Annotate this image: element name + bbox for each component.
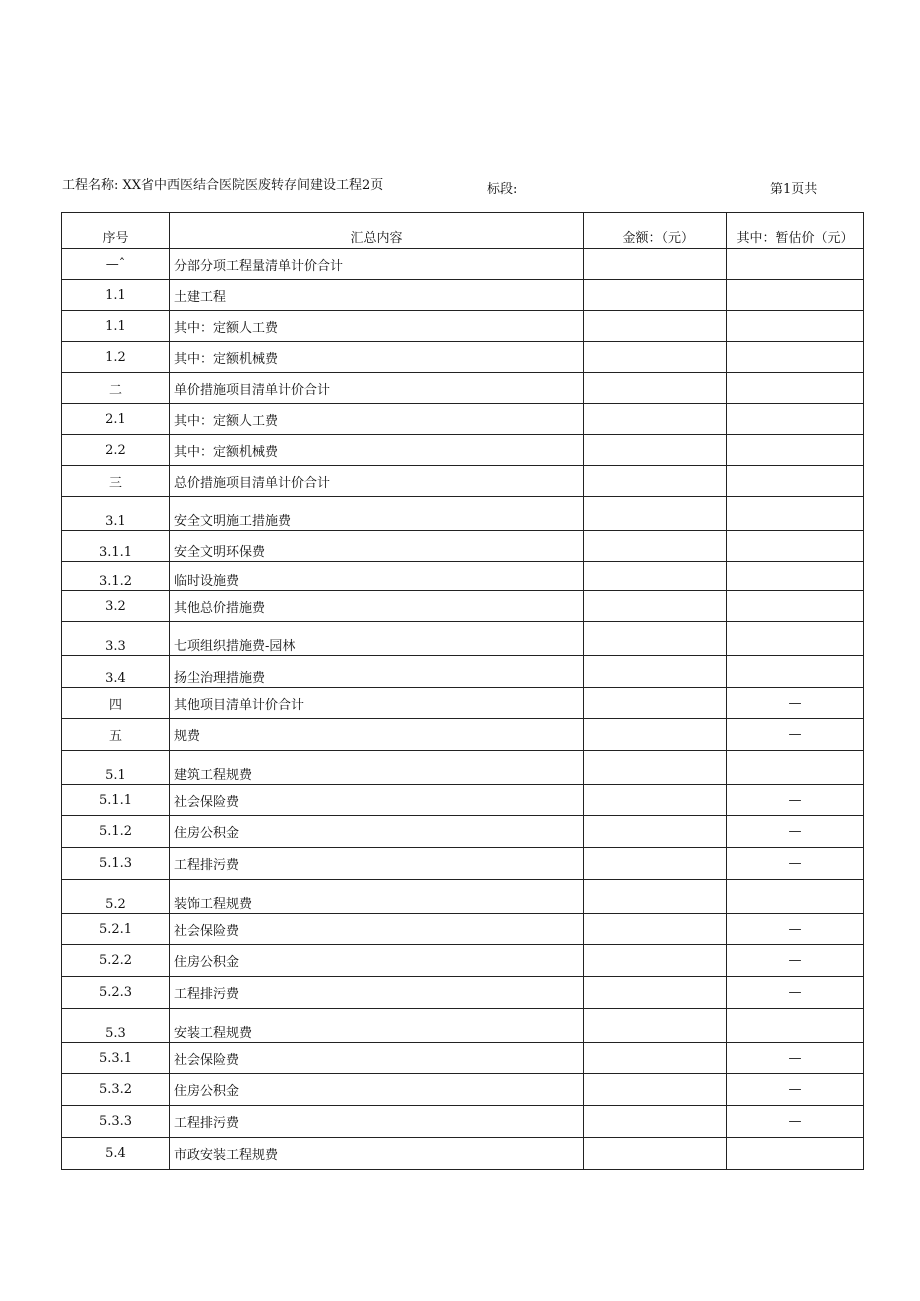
page-info: 第1页共 — [770, 182, 818, 197]
cell-content: 安装工程规费 — [170, 1009, 584, 1043]
table-row — [62, 751, 864, 785]
cell-seq: 2.2 — [62, 435, 170, 466]
table-row — [62, 1138, 864, 1170]
cell-seq: 5.3 — [62, 1009, 170, 1043]
cell-seq: 3.2 — [62, 591, 170, 622]
cell-content: 其他项目清单计价合计 — [170, 688, 584, 719]
cell-content: 其中：定额人工费 — [170, 404, 584, 435]
table-row — [62, 1106, 864, 1138]
cell-provisional: — — [727, 1074, 864, 1106]
cell-amount — [584, 373, 727, 404]
table-row — [62, 311, 864, 342]
cell-seq: 5.1 — [62, 751, 170, 785]
cell-seq: 3.1.1 — [62, 531, 170, 562]
cell-provisional: — — [727, 945, 864, 977]
cell-content: 建筑工程规费 — [170, 751, 584, 785]
table-row — [62, 816, 864, 848]
table-row — [62, 945, 864, 977]
cell-content: 规费 — [170, 719, 584, 751]
cell-content: 其他总价措施费 — [170, 591, 584, 622]
cell-provisional — [727, 280, 864, 311]
cell-amount — [584, 249, 727, 280]
cell-amount — [584, 785, 727, 816]
column-header-provisional: 其中：暂估价（元） — [727, 213, 864, 249]
cell-seq: 1.2 — [62, 342, 170, 373]
table-row — [62, 280, 864, 311]
document-header — [62, 178, 862, 212]
table-row — [62, 1074, 864, 1106]
table-header-row — [62, 213, 864, 249]
cell-seq: 3.4 — [62, 656, 170, 688]
table-row — [62, 591, 864, 622]
cell-seq: 5.3.2 — [62, 1074, 170, 1106]
table-row — [62, 688, 864, 719]
cell-seq: 5.4 — [62, 1138, 170, 1170]
cell-provisional: — — [727, 1043, 864, 1074]
cell-provisional: — — [727, 1106, 864, 1138]
cell-amount — [584, 1074, 727, 1106]
cell-content: 社会保险费 — [170, 1043, 584, 1074]
table-row — [62, 373, 864, 404]
table-row — [62, 977, 864, 1009]
cell-amount — [584, 342, 727, 373]
column-header-amount: 金额：（元） — [584, 213, 727, 249]
cell-provisional — [727, 404, 864, 435]
cell-seq: 1.1 — [62, 280, 170, 311]
cell-amount — [584, 280, 727, 311]
cell-content: 其中：定额机械费 — [170, 342, 584, 373]
table-row — [62, 466, 864, 497]
cell-provisional — [727, 311, 864, 342]
cell-provisional: — — [727, 914, 864, 945]
cell-amount — [584, 466, 727, 497]
cell-amount — [584, 404, 727, 435]
cell-content: 土建工程 — [170, 280, 584, 311]
cell-amount — [584, 688, 727, 719]
table-row — [62, 785, 864, 816]
cell-amount — [584, 1009, 727, 1043]
cell-amount — [584, 622, 727, 656]
table-row — [62, 914, 864, 945]
cell-seq: 四 — [62, 688, 170, 719]
cell-content: 工程排污费 — [170, 848, 584, 880]
cell-seq: 5.2.2 — [62, 945, 170, 977]
column-header-content: 汇总内容 — [170, 213, 584, 249]
cell-provisional: — — [727, 785, 864, 816]
cell-seq: 5.3.3 — [62, 1106, 170, 1138]
cell-amount — [584, 880, 727, 914]
cell-provisional — [727, 249, 864, 280]
cell-provisional — [727, 880, 864, 914]
table-row — [62, 249, 864, 280]
table-row — [62, 342, 864, 373]
summary-table — [61, 212, 864, 1170]
cell-amount — [584, 1138, 727, 1170]
cell-provisional — [727, 466, 864, 497]
cell-amount — [584, 531, 727, 562]
cell-content: 分部分项工程量清单计价合计 — [170, 249, 584, 280]
cell-amount — [584, 497, 727, 531]
cell-amount — [584, 656, 727, 688]
cell-provisional: — — [727, 719, 864, 751]
cell-amount — [584, 1043, 727, 1074]
cell-amount — [584, 562, 727, 591]
cell-content: 其中：定额机械费 — [170, 435, 584, 466]
cell-seq: 5.2.1 — [62, 914, 170, 945]
cell-provisional: — — [727, 688, 864, 719]
cell-content: 扬尘治理措施费 — [170, 656, 584, 688]
table-row — [62, 622, 864, 656]
cell-content: 总价措施项目清单计价合计 — [170, 466, 584, 497]
cell-provisional — [727, 591, 864, 622]
cell-seq: 5.2 — [62, 880, 170, 914]
cell-provisional — [727, 531, 864, 562]
cell-content: 工程排污费 — [170, 1106, 584, 1138]
cell-content: 住房公积金 — [170, 1074, 584, 1106]
cell-content: 安全文明环保费 — [170, 531, 584, 562]
cell-provisional — [727, 435, 864, 466]
cell-content: 装饰工程规费 — [170, 880, 584, 914]
table-row — [62, 497, 864, 531]
cell-amount — [584, 848, 727, 880]
cell-amount — [584, 977, 727, 1009]
cell-content: 社会保险费 — [170, 785, 584, 816]
cell-provisional — [727, 562, 864, 591]
cell-seq: 1.1 — [62, 311, 170, 342]
cell-amount — [584, 751, 727, 785]
cell-seq: 2.1 — [62, 404, 170, 435]
table-row — [62, 1009, 864, 1043]
cell-amount — [584, 435, 727, 466]
column-header-seq: 序号 — [62, 213, 170, 249]
cell-content: 安全文明施工措施费 — [170, 497, 584, 531]
cell-content: 工程排污费 — [170, 977, 584, 1009]
cell-provisional: — — [727, 816, 864, 848]
cell-seq: 5.3.1 — [62, 1043, 170, 1074]
cell-seq: 5.1.3 — [62, 848, 170, 880]
cell-provisional — [727, 1138, 864, 1170]
cell-seq: 3.1 — [62, 497, 170, 531]
table-row — [62, 719, 864, 751]
cell-provisional: — — [727, 977, 864, 1009]
cell-seq: 5.1.1 — [62, 785, 170, 816]
cell-provisional — [727, 622, 864, 656]
table-row — [62, 531, 864, 562]
cell-amount — [584, 1106, 727, 1138]
cell-content: 住房公积金 — [170, 945, 584, 977]
cell-amount — [584, 914, 727, 945]
cell-provisional: — — [727, 848, 864, 880]
cell-amount — [584, 945, 727, 977]
cell-seq: 五 — [62, 719, 170, 751]
cell-content: 其中：定额人工费 — [170, 311, 584, 342]
cell-seq: 5.1.2 — [62, 816, 170, 848]
table-row — [62, 848, 864, 880]
section-label: 标段: — [487, 182, 518, 197]
cell-content: 市政安装工程规费 — [170, 1138, 584, 1170]
cell-amount — [584, 719, 727, 751]
cell-amount — [584, 816, 727, 848]
table-row — [62, 1043, 864, 1074]
cell-content: 社会保险费 — [170, 914, 584, 945]
project-name: 工程名称: XX省中西医结合医院医废转存间建设工程2页 — [62, 178, 384, 193]
cell-content: 七项组织措施费-园林 — [170, 622, 584, 656]
cell-provisional — [727, 656, 864, 688]
cell-seq: 3.3 — [62, 622, 170, 656]
cell-provisional — [727, 497, 864, 531]
table-row — [62, 880, 864, 914]
table-row — [62, 656, 864, 688]
cell-provisional — [727, 373, 864, 404]
cell-seq: 二 — [62, 373, 170, 404]
cell-provisional — [727, 1009, 864, 1043]
cell-content: 临时设施费 — [170, 562, 584, 591]
cell-seq: —ˆ — [62, 249, 170, 280]
cell-amount — [584, 311, 727, 342]
table-row — [62, 404, 864, 435]
cell-provisional — [727, 342, 864, 373]
cell-seq: 5.2.3 — [62, 977, 170, 1009]
cell-amount — [584, 591, 727, 622]
table-row — [62, 435, 864, 466]
cell-seq: 3.1.2 — [62, 562, 170, 591]
table-row — [62, 562, 864, 591]
cell-content: 住房公积金 — [170, 816, 584, 848]
cell-seq: 三 — [62, 466, 170, 497]
cell-provisional — [727, 751, 864, 785]
table-body — [62, 249, 864, 1170]
cell-content: 单价措施项目清单计价合计 — [170, 373, 584, 404]
